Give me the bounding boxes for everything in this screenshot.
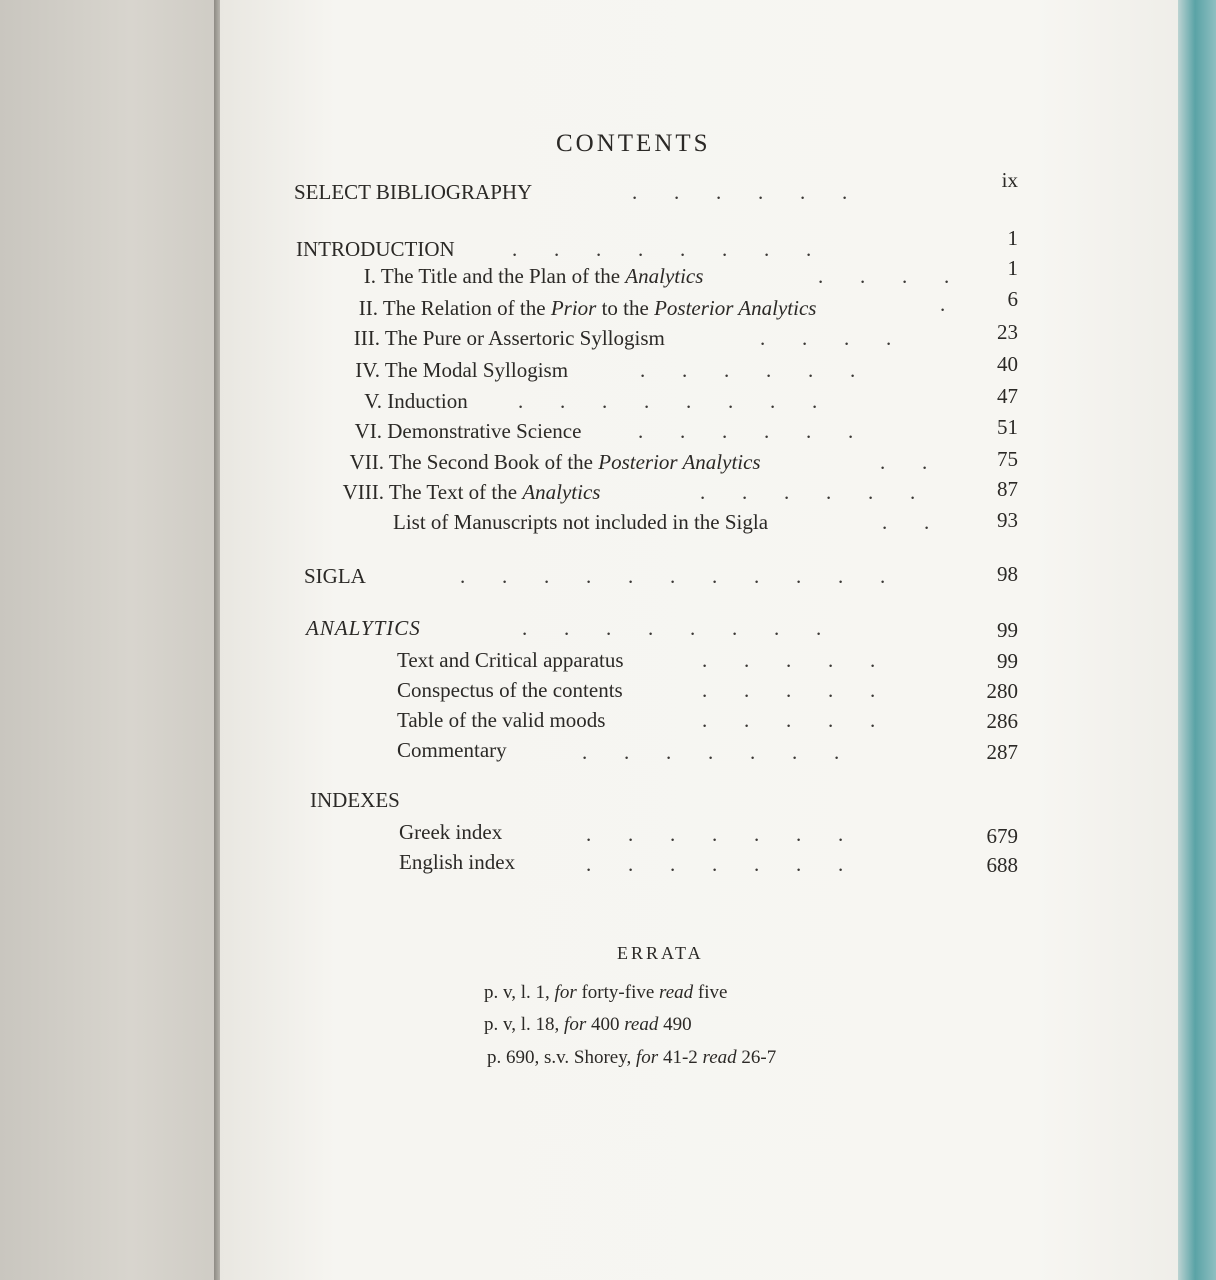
item-text: Commentary (397, 738, 507, 762)
item-text: English index (399, 850, 516, 874)
errata-italic: for (636, 1047, 659, 1068)
leader-dots: . . . . . . . . (518, 389, 818, 413)
page-title: CONTENTS (556, 130, 711, 157)
errata-text: forty-five (576, 982, 660, 1003)
toc-page: 23 (997, 320, 1018, 344)
leader-dots: . . . . . . (700, 480, 916, 504)
leader-dots: . . . . . . (640, 358, 856, 382)
item-number: III. (353, 326, 380, 350)
toc-page: 1 (1007, 226, 1018, 250)
toc-sigla (304, 564, 366, 589)
errata-line (484, 982, 727, 1004)
errata-text: p. v, l. 18, (484, 1014, 565, 1035)
leader-dots: . . . . . . . (586, 852, 844, 876)
errata-text: 490 (658, 1014, 692, 1035)
item-italic: Posterior Analytics (598, 450, 761, 474)
toc-page: 47 (997, 384, 1018, 408)
item-text: The Pure or Assertoric Syllogism (384, 326, 665, 350)
leader-dots: . . . . . (702, 648, 876, 672)
item-number: II. (358, 296, 378, 320)
errata-italic: read (624, 1014, 659, 1035)
item-italic: Analytics (522, 480, 601, 504)
toc-page: ix (1001, 168, 1018, 192)
errata-italic: read (659, 982, 694, 1003)
toc-page: 1 (1007, 256, 1018, 280)
toc-page: 6 (1007, 287, 1018, 311)
leader-dots: . . . . . . . . . . . (460, 564, 886, 588)
errata-italic: for (564, 1014, 587, 1035)
item-number: VIII. (342, 480, 384, 504)
book-cover-edge (1178, 0, 1216, 1280)
item-text: The Second Book of the (388, 450, 599, 474)
item-text: Table of the valid moods (397, 708, 606, 732)
toc-page: 99 (997, 618, 1018, 642)
errata-text: p. v, l. 1, (484, 982, 555, 1003)
errata-title: ERRATA (617, 943, 704, 963)
toc-label: INTRODUCTION (296, 237, 455, 261)
errata-text: p. 690, s.v. Shorey, (487, 1047, 637, 1068)
toc-page: 75 (997, 447, 1018, 471)
item-text: Greek index (399, 820, 503, 844)
errata-line (484, 1014, 692, 1036)
toc-page: 287 (986, 740, 1018, 764)
toc-page: 93 (997, 508, 1018, 532)
facing-page (0, 0, 218, 1280)
leader-dots: . . . . (760, 326, 892, 350)
toc-page: 40 (997, 352, 1018, 376)
leader-dots: . . (880, 450, 928, 474)
toc-page: 688 (986, 853, 1018, 877)
toc-label: ANALYTICS (306, 616, 421, 640)
item-text: The Relation of the (382, 296, 551, 320)
toc-page: 98 (997, 562, 1018, 586)
errata-italic: for (554, 982, 577, 1003)
leader-dots: . . . . . . . . (512, 237, 812, 261)
item-text: Text and Critical apparatus (397, 648, 624, 672)
item-number: V. (364, 389, 382, 413)
toc-label: SELECT BIBLIOGRAPHY (294, 180, 533, 204)
leader-dots: . . . . . (702, 708, 876, 732)
item-italic: Analytics (625, 264, 704, 288)
toc-page: 679 (986, 824, 1018, 848)
toc-label: SIGLA (304, 564, 366, 588)
errata-italic: read (702, 1047, 737, 1068)
toc-introduction (296, 237, 455, 262)
item-italic: Prior (550, 296, 597, 320)
item-text: The Text of the (388, 480, 523, 504)
leader-dots: . (940, 292, 946, 316)
errata-text: 26-7 (736, 1047, 777, 1068)
item-text: List of Manuscripts not included in the Sigla (393, 510, 769, 534)
leader-dots: . . . . (818, 264, 950, 288)
toc-page: 99 (997, 649, 1018, 673)
item-number: I. (363, 264, 376, 288)
leader-dots: . . . . . . . (582, 740, 840, 764)
toc-page: 286 (986, 709, 1018, 733)
errata-line (487, 1047, 776, 1069)
leader-dots: . . . . . . . (586, 822, 844, 846)
leader-dots: . . (882, 510, 930, 534)
item-text: Demonstrative Science (387, 419, 582, 443)
item-text: The Modal Syllogism (384, 358, 569, 382)
errata-text: five (693, 982, 728, 1003)
leader-dots: . . . . . . (632, 180, 848, 204)
toc-analytics (306, 616, 421, 641)
toc-page: 87 (997, 477, 1018, 501)
item-number: VII. (349, 450, 384, 474)
errata-text: 41-2 (658, 1047, 703, 1068)
errata-text: 400 (586, 1014, 625, 1035)
leader-dots: . . . . . . . . (522, 616, 822, 640)
item-number: IV. (355, 358, 380, 382)
item-text: Conspectus of the contents (397, 678, 623, 702)
item-text: The Title and the Plan of the (380, 264, 626, 288)
item-text: to the (596, 296, 655, 320)
toc-page: 280 (986, 679, 1018, 703)
item-text: Induction (387, 389, 468, 413)
leader-dots: . . . . . . (638, 419, 854, 443)
leader-dots: . . . . . (702, 678, 876, 702)
item-number: VI. (354, 419, 382, 443)
toc-page: 51 (997, 415, 1018, 439)
toc-label: INDEXES (310, 788, 400, 812)
toc-bibliography (294, 180, 532, 205)
item-italic: Posterior Analytics (654, 296, 817, 320)
toc-indexes (310, 788, 400, 813)
